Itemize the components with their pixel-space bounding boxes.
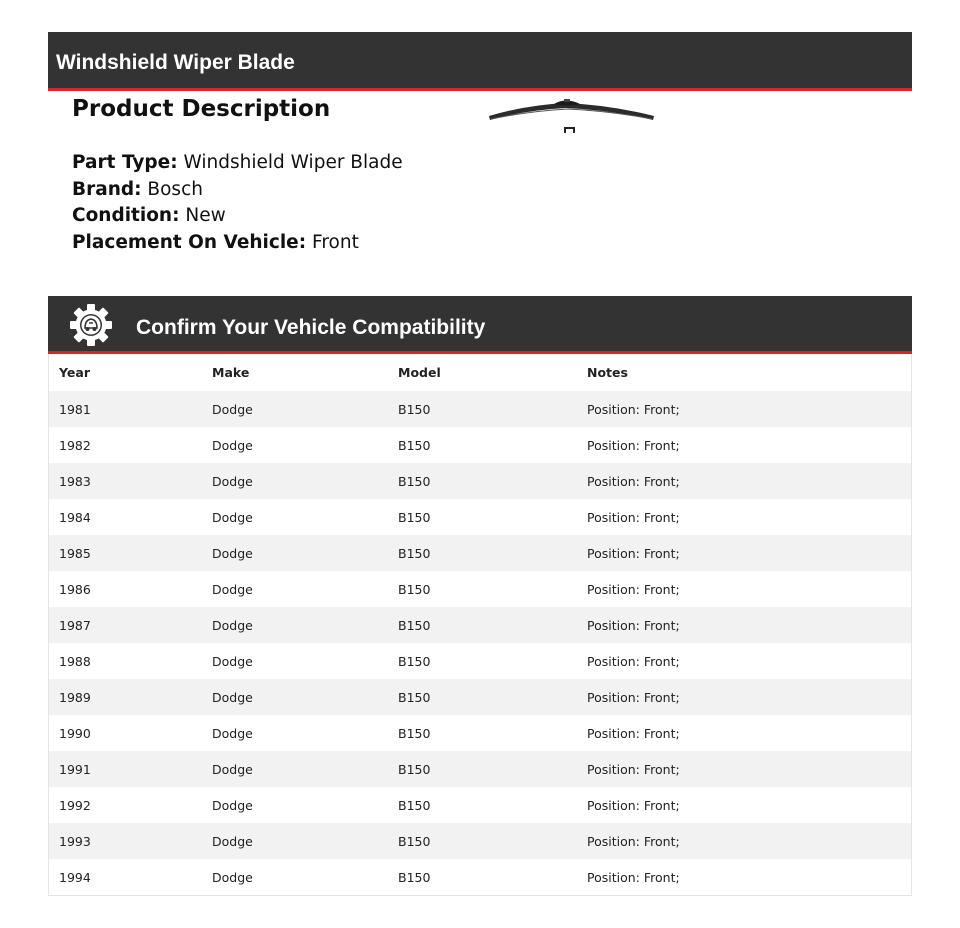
table-row: [49, 859, 911, 895]
make-cell: Dodge: [202, 679, 388, 715]
year-cell: 1986: [49, 571, 202, 607]
year-cell: 1992: [49, 787, 202, 823]
table-row: [49, 787, 911, 823]
year-cell: 1993: [49, 823, 202, 859]
year-cell: 1990: [49, 715, 202, 751]
spec-value: Windshield Wiper Blade: [183, 152, 403, 173]
model-cell: B150: [388, 463, 577, 499]
notes-cell: Position: Front;: [577, 427, 911, 463]
spec-brand: [72, 177, 403, 204]
table-row: [49, 427, 911, 463]
spec-condition: [72, 203, 403, 230]
notes-cell: Position: Front;: [577, 643, 911, 679]
year-cell: 1981: [49, 391, 202, 427]
table-row: [49, 571, 911, 607]
spec-value: New: [185, 205, 226, 226]
column-header-model: Model: [388, 354, 577, 391]
spec-label: Part Type:: [72, 152, 178, 173]
table-row: [49, 679, 911, 715]
model-cell: B150: [388, 787, 577, 823]
notes-cell: Position: Front;: [577, 787, 911, 823]
spec-value: Front: [312, 231, 359, 253]
notes-cell: Position: Front;: [577, 607, 911, 643]
spec-label: Brand:: [72, 178, 142, 200]
compatibility-title: Confirm Your Vehicle Compatibility: [136, 316, 486, 339]
make-cell: Dodge: [202, 427, 388, 463]
make-cell: Dodge: [202, 823, 388, 859]
column-header-make: Make: [202, 354, 388, 391]
make-cell: Dodge: [202, 859, 388, 895]
year-cell: 1984: [49, 499, 202, 535]
notes-cell: Position: Front;: [577, 571, 911, 607]
year-cell: 1988: [49, 643, 202, 679]
notes-cell: Position: Front;: [577, 859, 911, 895]
notes-cell: Position: Front;: [577, 499, 911, 535]
column-header-year: Year: [49, 354, 202, 391]
make-cell: Dodge: [202, 463, 388, 499]
spec-placement: [72, 230, 403, 257]
product-description-heading: Product Description: [72, 96, 331, 122]
gear-car-icon: [70, 304, 112, 346]
spec-value: Bosch: [147, 178, 203, 200]
table-row: [49, 391, 911, 427]
make-cell: Dodge: [202, 643, 388, 679]
make-cell: Dodge: [202, 787, 388, 823]
column-header-notes: Notes: [577, 354, 911, 391]
spec-part-type: [72, 150, 403, 177]
product-specs: [72, 150, 403, 256]
table-row: [49, 607, 911, 643]
make-cell: Dodge: [202, 715, 388, 751]
notes-cell: Position: Front;: [577, 391, 911, 427]
compatibility-table: [49, 354, 911, 895]
year-cell: 1983: [49, 463, 202, 499]
table-row: [49, 643, 911, 679]
wiper-blade-image: [486, 96, 658, 140]
model-cell: B150: [388, 499, 577, 535]
make-cell: Dodge: [202, 499, 388, 535]
year-cell: 1991: [49, 751, 202, 787]
model-cell: B150: [388, 679, 577, 715]
model-cell: B150: [388, 391, 577, 427]
table-row: [49, 463, 911, 499]
compatibility-table-wrapper: [48, 354, 912, 896]
spec-label: Condition:: [72, 205, 180, 226]
model-cell: B150: [388, 715, 577, 751]
model-cell: B150: [388, 427, 577, 463]
table-row: [49, 823, 911, 859]
model-cell: B150: [388, 535, 577, 571]
model-cell: B150: [388, 859, 577, 895]
product-title-bar: [48, 32, 912, 91]
year-cell: 1987: [49, 607, 202, 643]
make-cell: Dodge: [202, 751, 388, 787]
model-cell: B150: [388, 823, 577, 859]
spec-label: Placement On Vehicle:: [72, 231, 307, 253]
table-row: [49, 535, 911, 571]
year-cell: 1982: [49, 427, 202, 463]
table-row: [49, 751, 911, 787]
make-cell: Dodge: [202, 391, 388, 427]
model-cell: B150: [388, 643, 577, 679]
table-row: [49, 499, 911, 535]
notes-cell: Position: Front;: [577, 751, 911, 787]
model-cell: B150: [388, 751, 577, 787]
notes-cell: Position: Front;: [577, 463, 911, 499]
make-cell: Dodge: [202, 535, 388, 571]
compatibility-header: [48, 296, 912, 354]
notes-cell: Position: Front;: [577, 715, 911, 751]
make-cell: Dodge: [202, 607, 388, 643]
notes-cell: Position: Front;: [577, 679, 911, 715]
year-cell: 1994: [49, 859, 202, 895]
notes-cell: Position: Front;: [577, 823, 911, 859]
year-cell: 1985: [49, 535, 202, 571]
table-header-row: [49, 354, 911, 391]
compatibility-table-body: [49, 391, 911, 895]
product-title: Windshield Wiper Blade: [56, 51, 295, 74]
notes-cell: Position: Front;: [577, 535, 911, 571]
model-cell: B150: [388, 607, 577, 643]
model-cell: B150: [388, 571, 577, 607]
make-cell: Dodge: [202, 571, 388, 607]
year-cell: 1989: [49, 679, 202, 715]
table-row: [49, 715, 911, 751]
